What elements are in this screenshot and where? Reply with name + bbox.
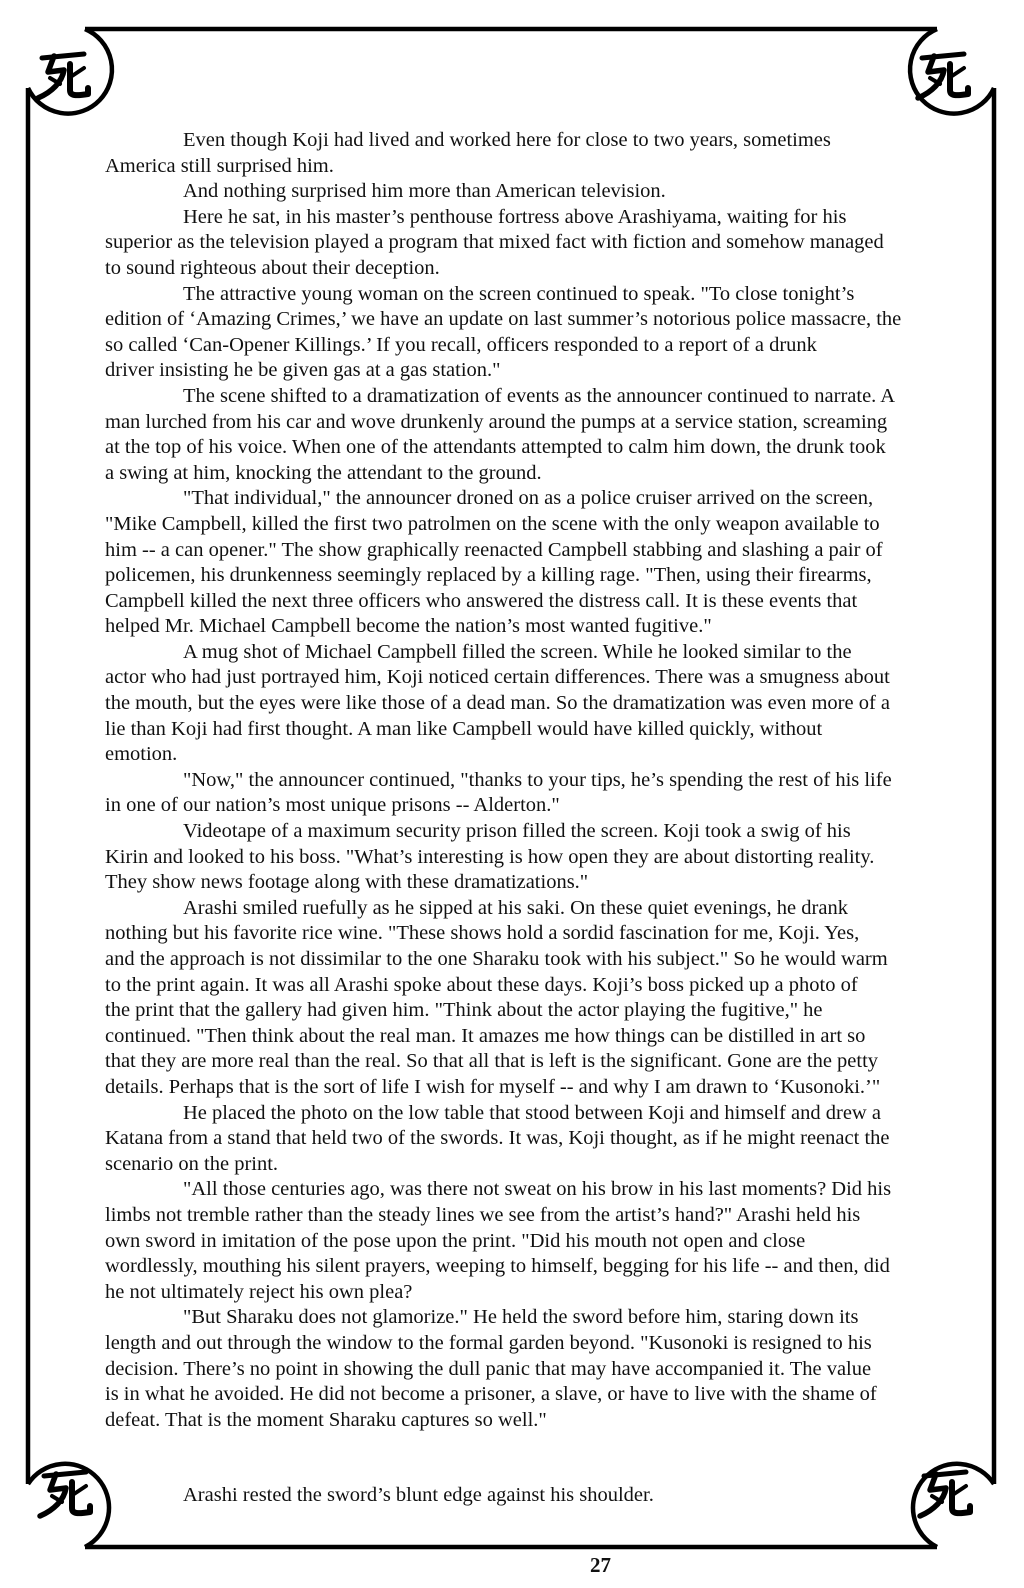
- text-line: helped Mr. Michael Campbell become the nation’s most wanted fugitive.": [105, 615, 712, 638]
- text-line: Katana from a stand that held two of the swords. It was, Koji thought, as if he might reenact the: [105, 1127, 890, 1150]
- text-line: Even though Koji had lived and worked here for close to two years, sometimes: [183, 129, 831, 151]
- text-line: to sound righteous about their deception.: [105, 256, 440, 279]
- text-line: the mouth, but the eyes were like those of a dead man. So the dramatization was even more of a: [105, 692, 891, 715]
- text-line: defeat. That is the moment Sharaku captures so well.": [105, 1408, 547, 1431]
- text-line: nothing but his favorite rice wine. "These shows hold a sordid fascination for me, Koji. Yes,: [105, 922, 860, 945]
- text-line: length and out through the window to the formal garden beyond. "Kusonoki is resigned to his: [105, 1331, 872, 1354]
- text-line: details. Perhaps that is the sort of life I wish for myself -- and why I am drawn to ‘Kusonoki.’": [105, 1075, 881, 1098]
- paragraph: [105, 486, 945, 640]
- text-line: Arashi smiled ruefully as he sipped at his saki. On these quiet evenings, he drank: [183, 896, 848, 919]
- text-line: edition of ‘Amazing Crimes,’ we have an update on last summer’s notorious police massacre, the: [105, 308, 902, 331]
- text-line: He placed the photo on the low table that stood between Koji and himself and drew a: [183, 1101, 881, 1124]
- text-line: policemen, his drunkenness seemingly replaced by a killing rage. "Then, using their firearms,: [105, 564, 872, 587]
- text-line: and the approach is not dissimilar to the one Sharaku took with his subject." So he would warm: [105, 948, 888, 970]
- final-paragraph: Arashi rested the sword’s blunt edge against his shoulder.: [183, 1484, 654, 1506]
- text-line: he not ultimately reject his own plea?: [105, 1280, 413, 1303]
- text-line: superior as the television played a program that mixed fact with fiction and somehow managed: [105, 231, 884, 254]
- text-line: lie than Koji had first thought. A man like Campbell would have killed quickly, without: [105, 717, 823, 740]
- text-line: man lurched from his car and wove drunkenly around the pumps at a service station, screaming: [105, 410, 888, 433]
- text-line: that they are more real than the real. So that all that is left is the significant. Gone are the petty: [105, 1050, 879, 1073]
- text-line: "Mike Campbell, killed the first two patrolmen on the scene with the only weapon available to: [105, 512, 880, 535]
- text-line: a swing at him, knocking the attendant to the ground.: [105, 461, 542, 484]
- text-line: Kirin and looked to his boss. "What’s interesting is how open they are about distorting reality.: [105, 845, 875, 868]
- paragraph: [105, 1305, 945, 1433]
- text-line: continued. "Then think about the real man. It amazes me how things can be distilled in art so: [105, 1024, 866, 1047]
- paragraph: [105, 282, 945, 384]
- text-line: Videotape of a maximum security prison filled the screen. Koji took a swig of his: [183, 820, 851, 843]
- text-line: wordlessly, mouthing his silent prayers, weeping to himself, begging for his life -- and then, did: [105, 1255, 890, 1278]
- text-line: driver insisting he be given gas at a gas station.": [105, 359, 501, 382]
- paragraph: [105, 205, 945, 282]
- paragraph: [105, 1101, 945, 1178]
- text-line: America still surprised him.: [105, 154, 334, 177]
- death-kanji-icon: [920, 1472, 970, 1516]
- paragraph: [105, 640, 945, 768]
- text-line: own sword in imitation of the pose upon the print. "Did his mouth not open and close: [105, 1229, 806, 1252]
- text-line: The scene shifted to a dramatization of events as the announcer continued to narrate. A: [183, 384, 896, 407]
- body-text: [105, 128, 945, 1433]
- death-kanji-icon: [918, 54, 968, 98]
- paragraph: [105, 819, 945, 896]
- text-line: in one of our nation’s most unique prisons -- Alderton.": [105, 794, 560, 817]
- text-line: Campbell killed the next three officers who answered the distress call. It is these events that: [105, 589, 858, 612]
- paragraph: [105, 1177, 945, 1305]
- text-line: scenario on the print.: [105, 1152, 279, 1175]
- death-kanji-icon: [38, 54, 88, 98]
- paragraph: [105, 128, 945, 179]
- paragraph: [105, 179, 945, 205]
- text-line: "But Sharaku does not glamorize." He held the sword before him, staring down its: [183, 1306, 859, 1329]
- text-line: "All those centuries ago, was there not sweat on his brow in his last moments? Did his: [183, 1178, 892, 1201]
- text-line: limbs not tremble rather than the steady lines we see from the artist’s hand?" Arashi held his: [105, 1203, 861, 1226]
- text-line: decision. There’s no point in showing the dull panic that may have accompanied it. The value: [105, 1357, 872, 1380]
- text-line: "Now," the announcer continued, "thanks to your tips, he’s spending the rest of his life: [183, 768, 892, 791]
- text-line: is in what he avoided. He did not become a prisoner, a slave, or have to live with the shame of: [105, 1383, 877, 1406]
- text-line: The attractive young woman on the screen continued to speak. "To close tonight’s: [183, 282, 855, 305]
- text-line: A mug shot of Michael Campbell filled the screen. While he looked similar to the: [183, 640, 852, 663]
- text-line: "That individual," the announcer droned on as a police cruiser arrived on the screen,: [183, 487, 874, 510]
- page-number: 27: [590, 1553, 611, 1577]
- paragraph: [105, 768, 945, 819]
- paragraph: [105, 384, 945, 486]
- paragraph: [105, 896, 945, 1101]
- text-line: to the print again. It was all Arashi spoke about these days. Koji’s boss picked up a photo of: [105, 973, 858, 996]
- text-line: And nothing surprised him more than American television.: [183, 180, 666, 203]
- text-line: They show news footage along with these dramatizations.": [105, 871, 589, 894]
- text-line: emotion.: [105, 743, 178, 766]
- text-line: Here he sat, in his master’s penthouse fortress above Arashiyama, waiting for his: [183, 205, 847, 228]
- text-line: him -- a can opener." The show graphically reenacted Campbell stabbing and slashing a pair of: [105, 538, 883, 561]
- text-line: at the top of his voice. When one of the attendants attempted to calm him down, the drunk took: [105, 436, 886, 459]
- text-line: the print that the gallery had given him. "Think about the actor playing the fugitive," he: [105, 999, 823, 1022]
- death-kanji-icon: [40, 1472, 90, 1516]
- text-line: actor who had just portrayed him, Koji noticed certain differences. There was a smugness about: [105, 666, 890, 689]
- text-line: so called ‘Can-Opener Killings.’ If you recall, officers responded to a report of a drunk: [105, 333, 817, 356]
